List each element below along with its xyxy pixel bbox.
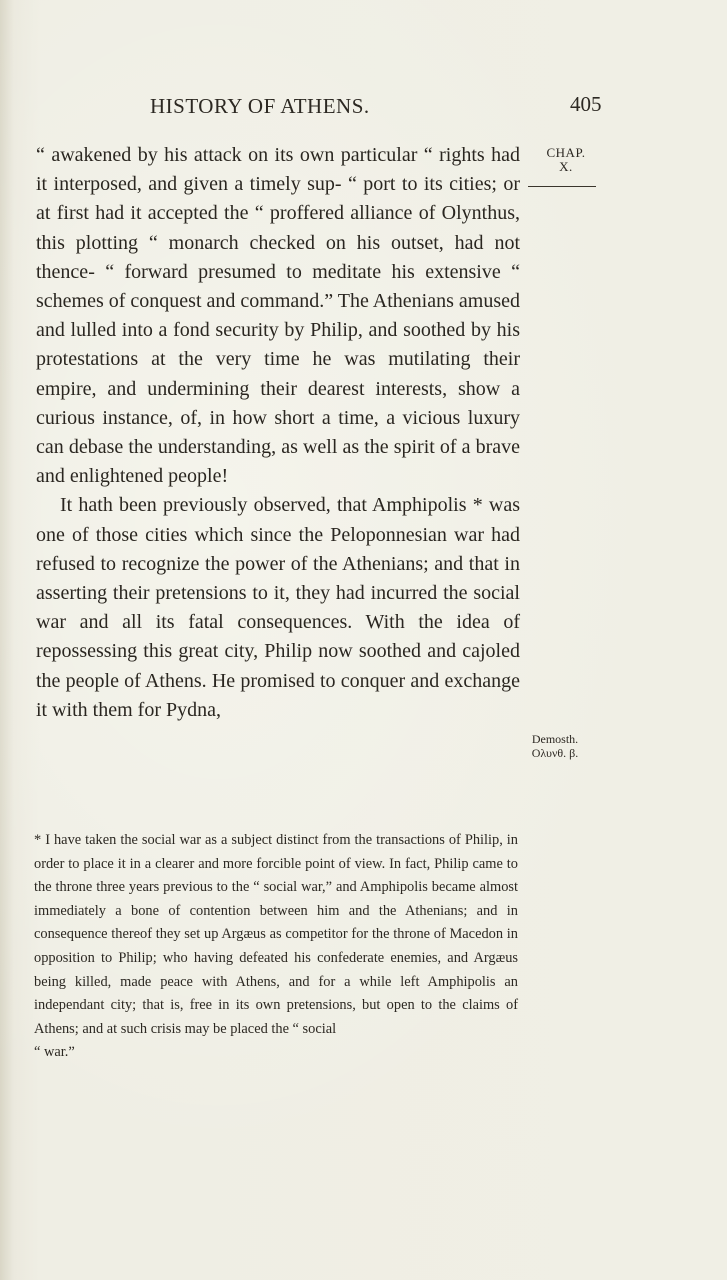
footnote [34, 829, 518, 1065]
chapter-label: CHAP. [546, 145, 586, 160]
footnote-text: * I have taken the social war as a subject distinct from the transactions of Philip, in order to place it in a clearer and more forcible point of view. In fact, Philip came to the throne three years previous to the “ social war,” and Amphipolis became almost immediately a bone of contention between him and the Athenians; and in consequence thereof they set up Argæus as competitor for the throne of Macedon in opposition to Philip; who having defeated his confederate enemies, and Argæus being killed, made peace with Athens, and for a while left Amphipolis an independant city; that is, free in its own pretensions, but open to the claims of Athens; and at such crisis may be placed the “ social [34, 832, 518, 1037]
main-text [36, 141, 520, 725]
paragraph-1: “ awakened by his attack on its own particular “ rights had it interposed, and given a timely sup- “ port to its cities; or at first had it accepted the “ proffered alliance of Olynthus, this plotting “ monarch checked on his outset, had not thence- “ forward presumed to meditate his extensive “ schemes of conquest and command.” The Athenians amused and lulled into a fond security by Philip, and soothed by his protestations at the very time he was mutilating their empire, and undermining their dearest interests, show a curious instance, of, in how short a time, a vicious luxury can debase the understanding, as well as the spirit of a brave and enlightened people! [36, 144, 520, 488]
chapter-rule [528, 186, 596, 187]
citation-margin-note [520, 732, 590, 760]
footnote-last-line: “ war.” [34, 1044, 75, 1061]
citation-line-1: Demosth. [531, 732, 579, 746]
citation-line-2: Ολυνθ. β. [531, 746, 579, 760]
paragraph-2: It hath been previously observed, that Amphipolis * was one of those cities which since the Peloponnesian war had refused to recognize the power of the Athenians; and that in asserting their pretensions to it, they had incurred the social war and all its fatal consequences. With the idea of repossessing this great city, Philip now soothed and cajoled the people of Athens. He promised to conquer and exchange it with them for Pydna, [36, 494, 520, 721]
chapter-margin-note [536, 146, 596, 174]
running-head: HISTORY OF ATHENS. [150, 94, 370, 118]
page-number: 405 [570, 92, 602, 116]
chapter-number: X. [559, 159, 573, 174]
